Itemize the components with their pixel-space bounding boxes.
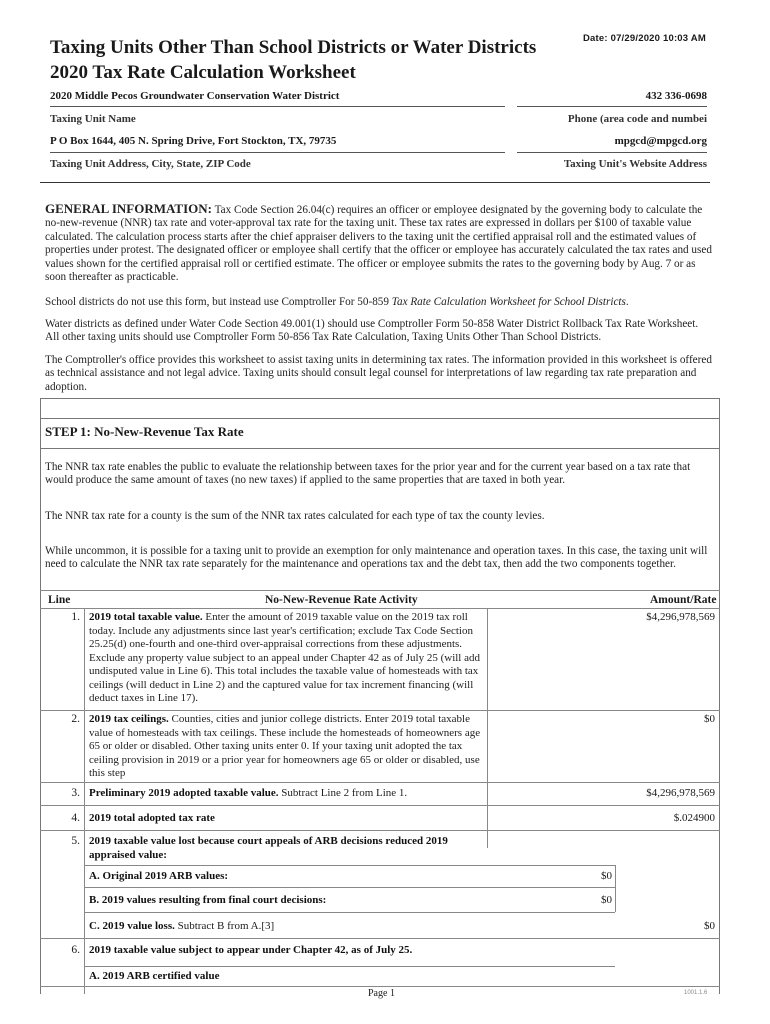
row-5c-label bbox=[89, 920, 489, 934]
row-5a-label bbox=[89, 870, 489, 884]
column-divider bbox=[615, 865, 616, 912]
row-description bbox=[89, 944, 489, 958]
website-label: Taxing Unit's Website Address bbox=[563, 158, 707, 170]
column-header-line: Line bbox=[48, 594, 71, 606]
table-row-border bbox=[84, 966, 615, 967]
taxing-unit-address: P O Box 1644, 405 N. Spring Drive, Fort Stockton, TX, 79735 bbox=[50, 135, 337, 147]
divider bbox=[517, 152, 707, 153]
row-description bbox=[89, 812, 489, 826]
school-note-form-title: Tax Rate Calculation Worksheet for School Districts bbox=[391, 296, 626, 308]
line-number: 6. bbox=[71, 944, 80, 956]
row-6a-label bbox=[89, 970, 489, 984]
water-districts-note: Water districts as defined under Water Code Section 49.001(1) should use Comptroller Form 50-858 Water District Rollback Tax Rate Worksheet. All other taxing units should use Comptroller Form 50-856 Tax Rate Calculation, Taxing Units Other Than School Districts. bbox=[45, 318, 699, 344]
row-amount: $4,296,978,569 bbox=[646, 787, 715, 799]
row-title: Preliminary 2019 adopted taxable value. bbox=[89, 787, 279, 799]
row-5c-amount: $0 bbox=[704, 920, 715, 932]
row-amount: $4,296,978,569 bbox=[646, 611, 715, 623]
row-5a-text: A. Original 2019 ARB values: bbox=[89, 870, 229, 882]
row-5b-amount: $0 bbox=[601, 894, 612, 906]
table-header-border bbox=[40, 608, 720, 609]
row-5a-amount: $0 bbox=[601, 870, 612, 882]
table-bottom-border bbox=[40, 986, 720, 987]
step1-title: STEP 1: No-New-Revenue Tax Rate bbox=[45, 424, 244, 439]
table-row-border bbox=[84, 912, 615, 913]
school-note-text: School districts do not use this form, but instead use Comptroller For 50-859 bbox=[45, 296, 392, 308]
school-districts-note bbox=[45, 296, 713, 309]
row-title: 2019 taxable value lost because court appeals of ARB decisions reduced 2019 appraised value: bbox=[89, 835, 448, 861]
row-5c-title: C. 2019 value loss. bbox=[89, 920, 175, 932]
line-number: 1. bbox=[71, 611, 80, 623]
page-title: Taxing Units Other Than School Districts or Water Districts bbox=[50, 37, 537, 58]
step1-paragraph-1: The NNR tax rate enables the public to evaluate the relationship between taxes for the prior year and for the current year based on a tax rate that would produce the same amount of taxes (no new taxes) if applied to the same properties that are taxed in both year. bbox=[45, 461, 691, 487]
row-title: 2019 total taxable value. bbox=[89, 611, 203, 623]
table-row-border bbox=[40, 938, 720, 939]
table-row-border bbox=[40, 805, 720, 806]
line-number: 5. bbox=[71, 835, 80, 847]
section-divider bbox=[40, 182, 710, 183]
row-5b-label bbox=[89, 894, 489, 908]
divider bbox=[40, 448, 720, 449]
row-amount: $.024900 bbox=[673, 812, 715, 824]
comptroller-note: The Comptroller's office provides this worksheet to assist taxing units in determining tax rates. The information provided in this worksheet is offered as technical assistance and not legal advice. Taxing units should consult legal counsel for interpretations of law regarding tax rate preparation and adoption. bbox=[45, 354, 712, 393]
general-info-heading: GENERAL INFORMATION: bbox=[45, 201, 212, 216]
line-number: 3. bbox=[71, 787, 80, 799]
step1-paragraph-2: The NNR tax rate for a county is the sum of the NNR tax rates calculated for each type of tax the county levies. bbox=[45, 510, 545, 522]
phone-label: Phone (area code and numbei bbox=[567, 113, 707, 125]
column-header-amount: Amount/Rate bbox=[650, 594, 717, 606]
general-info-text: Tax Code Section 26.04(c) requires an officer or employee designated by the governing body to calculate the no-new-revenue (NNR) tax rate and voter-approval tax rate for the taxing unit. These tax rates are expressed in dollars per $100 of taxable value calculated. The calculation process starts after the chief appraiser delivers to the taxing unit the certified appraisal roll and the estimated values of properties under protest. The designated officer or employee shall certify that the officer or employee has accurately calculated the tax rates and used values shown for the certified appraisal roll or certified estimate. The officer or employee submits the rates to the governing body by Aug. 7 or as soon thereafter as practicable. bbox=[45, 204, 712, 284]
table-row-border bbox=[84, 865, 615, 866]
row-5b-text: B. 2019 values resulting from final court decisions: bbox=[89, 894, 327, 906]
row-title: 2019 taxable value subject to appear under Chapter 42, as of July 25. bbox=[89, 944, 413, 956]
table-row-border bbox=[40, 782, 720, 783]
taxing-unit-name-label: Taxing Unit Name bbox=[50, 113, 136, 125]
page-number: Page 1 bbox=[368, 988, 395, 999]
divider bbox=[517, 106, 707, 107]
divider bbox=[40, 418, 720, 419]
general-info-paragraph bbox=[45, 202, 713, 284]
row-description bbox=[89, 787, 489, 801]
table-row-border bbox=[40, 710, 720, 711]
row-description bbox=[89, 835, 489, 862]
row-text: Subtract Line 2 from Line 1. bbox=[278, 787, 408, 799]
row-text: Enter the amount of 2019 taxable value on the 2019 tax roll today. Include any adjustments since last year's certification; exclude Tax Code Section 25.25(d) one-fourth and one-third over-appraisal corrections from these adjustments. Exclude any property value subject to an appeal under Chapter 42 as of July 25 (will add undisputed value in Line 6). This total includes the taxable value of homesteads with tax ceilings (will deduct in Line 2) and the captured value for tax increment financing (will deduct taxes in Line 17). bbox=[89, 611, 480, 704]
row-5c-text: Subtract B from A.[3] bbox=[174, 920, 275, 932]
row-6a-text: A. 2019 ARB certified value bbox=[89, 970, 220, 982]
row-amount: $0 bbox=[704, 713, 715, 725]
table-top-border bbox=[40, 590, 720, 591]
column-header-activity: No-New-Revenue Rate Activity bbox=[265, 594, 418, 606]
row-title: 2019 total adopted tax rate bbox=[89, 812, 215, 824]
date-stamp: Date: 07/29/2020 10:03 AM bbox=[583, 33, 706, 44]
line-number: 4. bbox=[71, 812, 80, 824]
school-note-end: . bbox=[625, 296, 629, 308]
step1-paragraph-3: While uncommon, it is possible for a taxing unit to provide an exemption for only maintenance and operation taxes. In this case, the taxing unit will need to calculate the NNR tax rate separately for the maintenance and operations tax and the debt tax, then add the two components together. bbox=[45, 545, 708, 571]
page-subtitle: 2020 Tax Rate Calculation Worksheet bbox=[50, 62, 356, 83]
row-description bbox=[89, 611, 489, 706]
website-value: mpgcd@mpgcd.org bbox=[614, 135, 707, 147]
form-code: 1001.1.6 bbox=[684, 990, 708, 996]
column-divider bbox=[84, 608, 85, 994]
divider bbox=[50, 152, 505, 153]
row-title: 2019 tax ceilings. bbox=[89, 713, 169, 725]
taxing-unit-address-label: Taxing Unit Address, City, State, ZIP Code bbox=[50, 158, 251, 170]
row-text: Counties, cities and junior college districts. Enter 2019 total taxable value of homesteads with tax ceilings. These include the homesteads of homeowners age 65 or older or disabled. Other taxing units enter 0. If your taxing unit adopted the tax ceiling provision in 2019 or a prior year for homeowners age 65 or older or disabled, use this step bbox=[89, 713, 481, 779]
table-row-border bbox=[84, 887, 615, 888]
divider bbox=[50, 106, 505, 107]
taxing-unit-name: 2020 Middle Pecos Groundwater Conservation Water District bbox=[50, 90, 340, 102]
row-description bbox=[89, 713, 489, 781]
table-row-border bbox=[40, 830, 720, 831]
phone-value: 432 336-0698 bbox=[645, 90, 707, 102]
line-number: 2. bbox=[71, 713, 80, 725]
